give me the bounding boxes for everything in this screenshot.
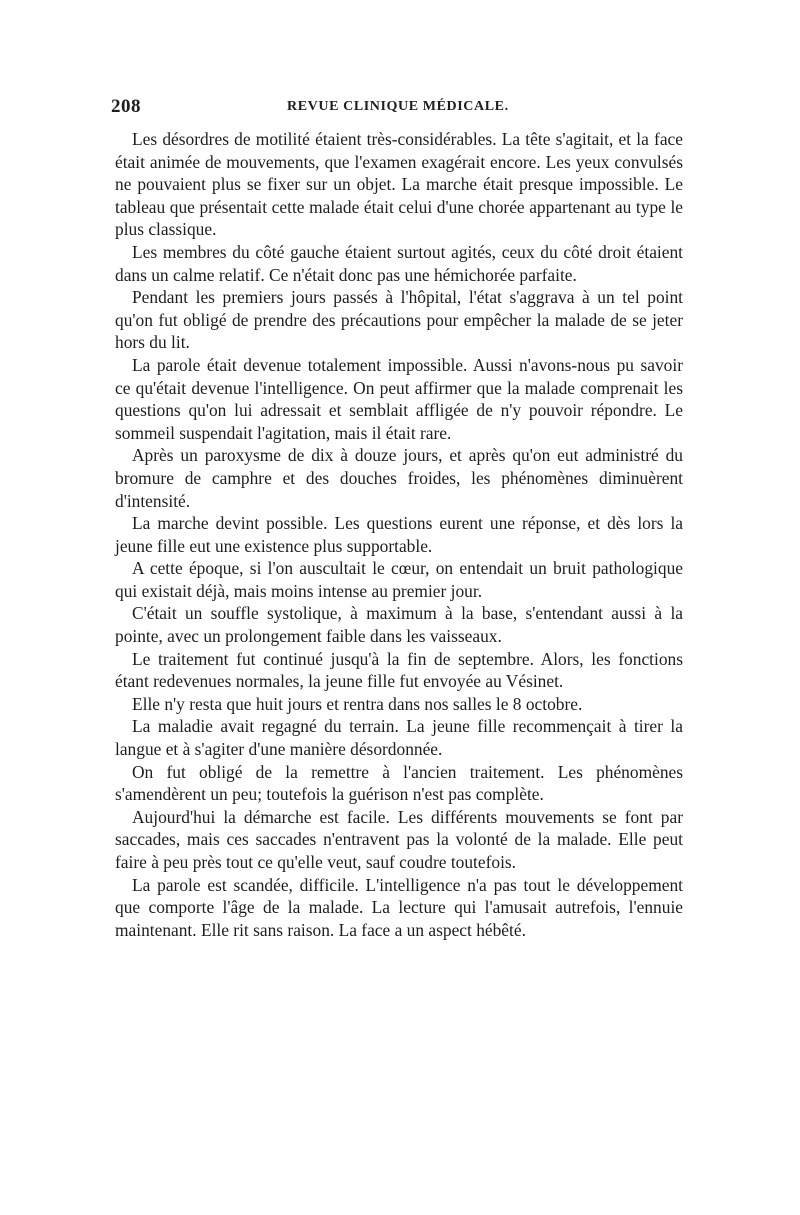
body-text	[115, 128, 683, 941]
paragraph: La marche devint possible. Les questions eurent une réponse, et dès lors la jeune fille eut une existence plus supportable.	[115, 513, 683, 556]
running-title: REVUE CLINIQUE MÉDICALE.	[287, 99, 509, 114]
paragraph: Les désordres de motilité étaient très-considérables. La tête s'agitait, et la face était animée de mouvements, que l'examen exagérait encore. Les yeux convulsés ne pouvaient plus se fixer sur un objet. La marche était presque impossible. Le tableau que présentait cette malade était celui d'une chorée appartenant au type le plus classique.	[115, 129, 683, 240]
paragraph: On fut obligé de la remettre à l'ancien traitement. Les phénomènes s'amendèrent un peu; toutefois la guérison n'est pas complète.	[115, 761, 683, 805]
paragraph: La parole est scandée, difficile. L'intelligence n'a pas tout le développement que comporte l'âge de la malade. La lecture qui l'amusait autrefois, l'ennuie maintenant. Elle rit sans raison. La face a un aspect hébêté.	[115, 874, 683, 940]
book-page	[111, 96, 683, 941]
paragraph: A cette époque, si l'on auscultait le cœur, on entendait un bruit pathologique qui existait déjà, mais moins intense au premier jour.	[115, 558, 683, 601]
paragraph: La maladie avait regagné du terrain. La jeune fille recommençait à tirer la langue et à s'agiter d'une manière désordonnée.	[115, 716, 683, 760]
paragraph: Pendant les premiers jours passés à l'hôpital, l'état s'aggrava à un tel point qu'on fut obligé de prendre des précautions pour empêcher la malade de se jeter hors du lit.	[115, 287, 683, 353]
paragraph: Elle n'y resta que huit jours et rentra dans nos salles le 8 octobre.	[132, 693, 583, 714]
paragraph: Aujourd'hui la démarche est facile. Les différents mouvements se font par saccades, mais ces saccades n'entravent pas la volonté de la malade. Elle peut faire à peu près tout ce qu'elle veut, sauf coudre toutefois.	[115, 806, 683, 872]
paragraph: Le traitement fut continué jusqu'à la fin de septembre. Alors, les fonctions étant redevenues normales, la jeune fille fut envoyée au Vésinet.	[115, 648, 683, 692]
paragraph: Les membres du côté gauche étaient surtout agités, ceux du côté droit étaient dans un calme relatif. Ce n'était donc pas une hémichorée parfaite.	[115, 241, 683, 285]
paragraph: C'était un souffle systolique, à maximum à la base, s'entendant aussi à la pointe, avec un prolongement faible dans les vaisseaux.	[115, 603, 683, 647]
paragraph: La parole était devenue totalement impossible. Aussi n'avons-nous pu savoir ce qu'était devenue l'intelligence. On peut affirmer que la malade comprenait les questions qu'on lui adressait et semblait affligée de n'y pouvoir répondre. Le sommeil suspendait l'agitation, mais il était rare.	[115, 354, 683, 443]
page-number: 208	[111, 96, 141, 117]
running-head	[111, 96, 683, 126]
paragraph: Après un paroxysme de dix à douze jours, et après qu'on eut administré du bromure de camphre et des douches froides, les phénomènes diminuèrent d'intensité.	[115, 445, 683, 511]
